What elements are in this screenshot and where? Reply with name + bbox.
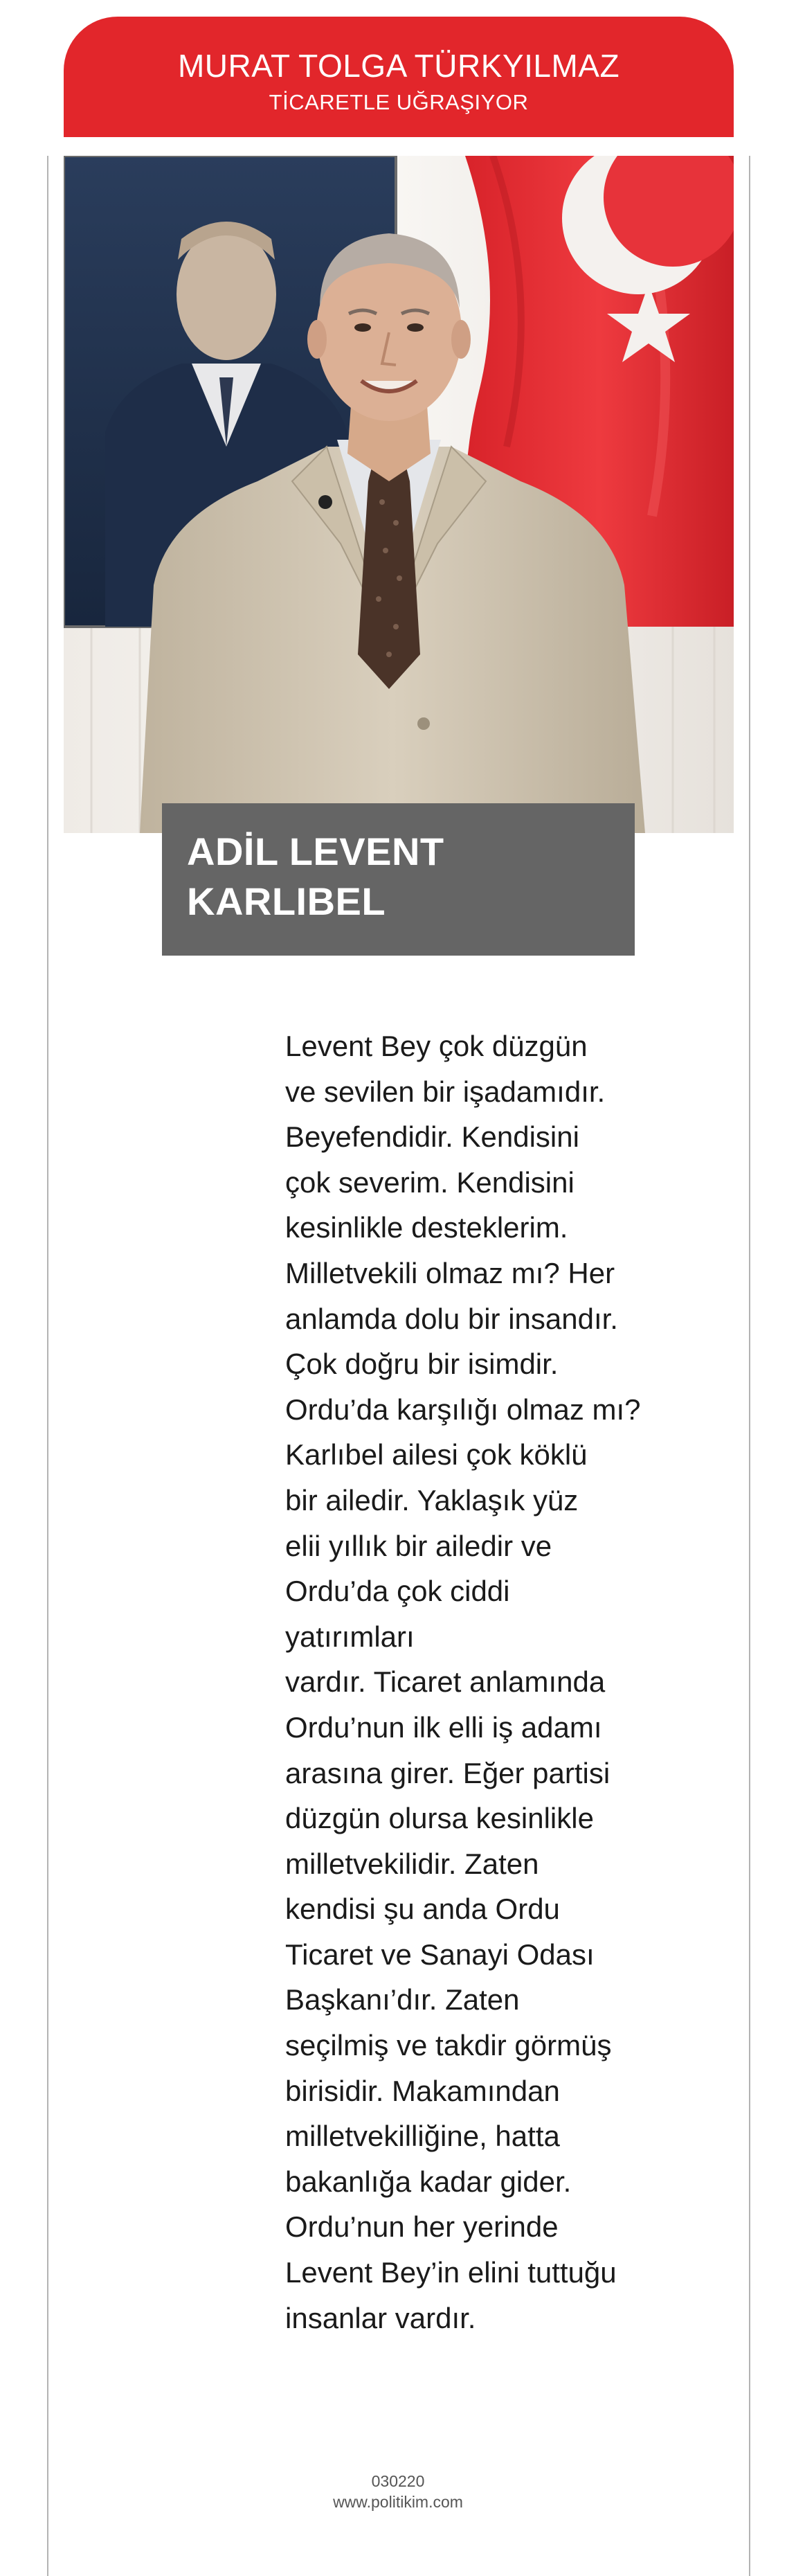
portrait-photo xyxy=(64,156,734,833)
frame-right-border xyxy=(749,156,750,2576)
quote-text: Levent Bey çok düzgün ve sevilen bir işadamıdır. Beyefendidir. Kendisini çok severim. Kendisini kesinlikle desteklerim. Milletvekili olmaz mı? Her anlamda dolu bir insandır. Çok doğru bir isimdir. Ordu’da karşılığı olmaz mı? Karlıbel ailesi çok köklü bir ailedir. Yaklaşık yüz elii yıllık bir ailedir ve Ordu’da çok ciddi yatırımları vardır. Ticaret anlamında Ordu’nun ilk elli iş adamı arasına girer. Eğer partisi düzgün olursa kesinlikle milletvekilidir. Zaten kendisi şu anda Ordu Ticaret ve Sanayi Odası Başkanı’dır. Zaten seçilmiş ve takdir görmüş birisidir. Makamından milletvekilliğine, hatta bakanlığa kadar gider. Ordu’nun her yerinde Levent Bey’in elini tuttuğu insanlar vardır. xyxy=(285,1030,641,2334)
frame-left-border xyxy=(47,156,48,2576)
subject-name: ADİL LEVENT KARLIBEL xyxy=(187,830,444,923)
subject-name-box xyxy=(162,803,635,956)
footer-code: 030220 xyxy=(371,2472,425,2490)
portrait-photo-icon xyxy=(64,156,734,833)
header-person-name: MURAT TOLGA TÜRKYILMAZ xyxy=(177,48,620,84)
footer-website[interactable]: www.politikim.com xyxy=(333,2493,463,2511)
header-banner xyxy=(64,17,734,137)
header-subtitle: TİCARETLE UĞRAŞIYOR xyxy=(269,90,529,114)
footer xyxy=(0,2471,796,2512)
